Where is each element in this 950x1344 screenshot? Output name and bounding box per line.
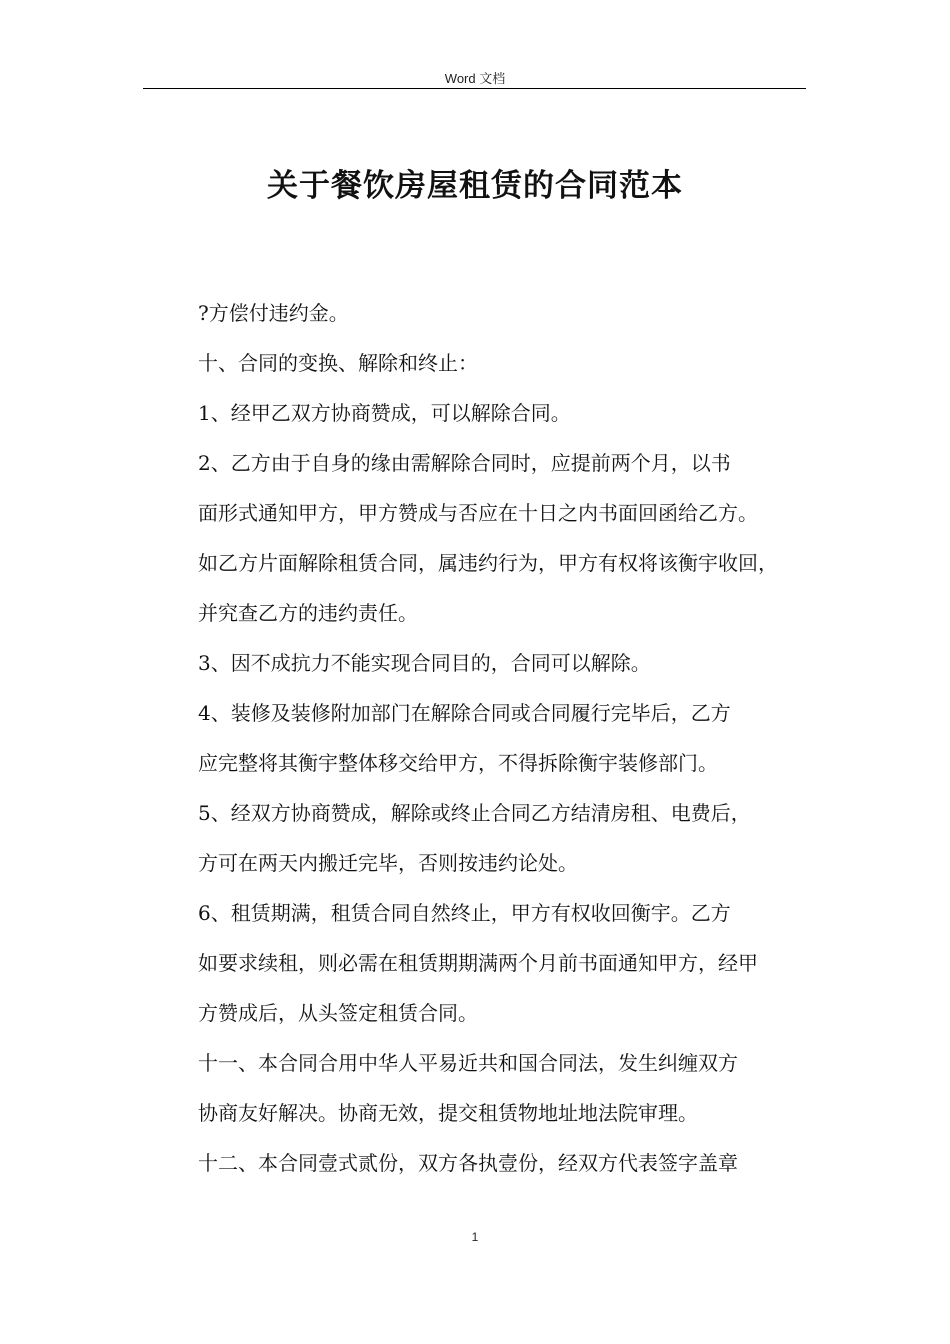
text-line: 应完整将其衡宇整体移交给甲方，不得拆除衡宇装修部门。	[198, 751, 718, 775]
paragraph	[178, 288, 823, 338]
paragraph	[178, 788, 823, 888]
document-body	[178, 288, 823, 1188]
paragraph	[178, 338, 823, 388]
text-line: 十一、本合同合用中华人平易近共和国合同法，发生纠缠双方	[198, 1051, 738, 1075]
paragraph	[178, 888, 823, 1038]
paragraph	[178, 438, 823, 638]
text-line: 如要求续租，则必需在租赁期期满两个月前书面通知甲方，经甲	[198, 951, 758, 975]
text-line: 如乙方片面解除租赁合同，属违约行为，甲方有权将该衡宇收回，	[198, 551, 778, 575]
text-line: 面形式通知甲方，甲方赞成与否应在十日之内书面回函给乙方。	[198, 501, 758, 525]
page-header: Word 文档	[444, 71, 506, 86]
header-divider	[143, 88, 806, 89]
paragraph	[178, 688, 823, 788]
text-line: 6、租赁期满，租赁合同自然终止，甲方有权收回衡宇。乙方	[198, 901, 731, 925]
paragraph	[178, 1138, 823, 1188]
text-line: ?方偿付违约金。	[198, 301, 349, 325]
paragraph	[178, 1038, 823, 1138]
paragraph	[178, 638, 823, 688]
text-line: 1、经甲乙双方协商赞成，可以解除合同。	[198, 401, 571, 425]
text-line: 方可在两天内搬迁完毕，否则按违约论处。	[198, 851, 578, 875]
text-line: 并究查乙方的违约责任。	[198, 601, 418, 625]
text-line: 3、因不成抗力不能实现合同目的，合同可以解除。	[198, 651, 651, 675]
text-line: 十、合同的变换、解除和终止：	[198, 351, 478, 375]
text-line: 5、经双方协商赞成，解除或终止合同乙方结清房租、电费后，	[198, 801, 751, 825]
text-line: 十二、本合同壹式贰份，双方各执壹份，经双方代表签字盖章	[198, 1151, 738, 1175]
page-number: 1	[471, 1230, 479, 1244]
paragraph	[178, 388, 823, 438]
text-line: 方赞成后，从头签定租赁合同。	[198, 1001, 478, 1025]
text-line: 4、装修及装修附加部门在解除合同或合同履行完毕后，乙方	[198, 701, 731, 725]
text-line: 协商友好解决。协商无效，提交租赁物地址地法院审理。	[198, 1101, 698, 1125]
text-line: 2、乙方由于自身的缘由需解除合同时，应提前两个月，以书	[198, 451, 731, 475]
document-title: 关于餐饮房屋租赁的合同范本	[267, 168, 683, 204]
